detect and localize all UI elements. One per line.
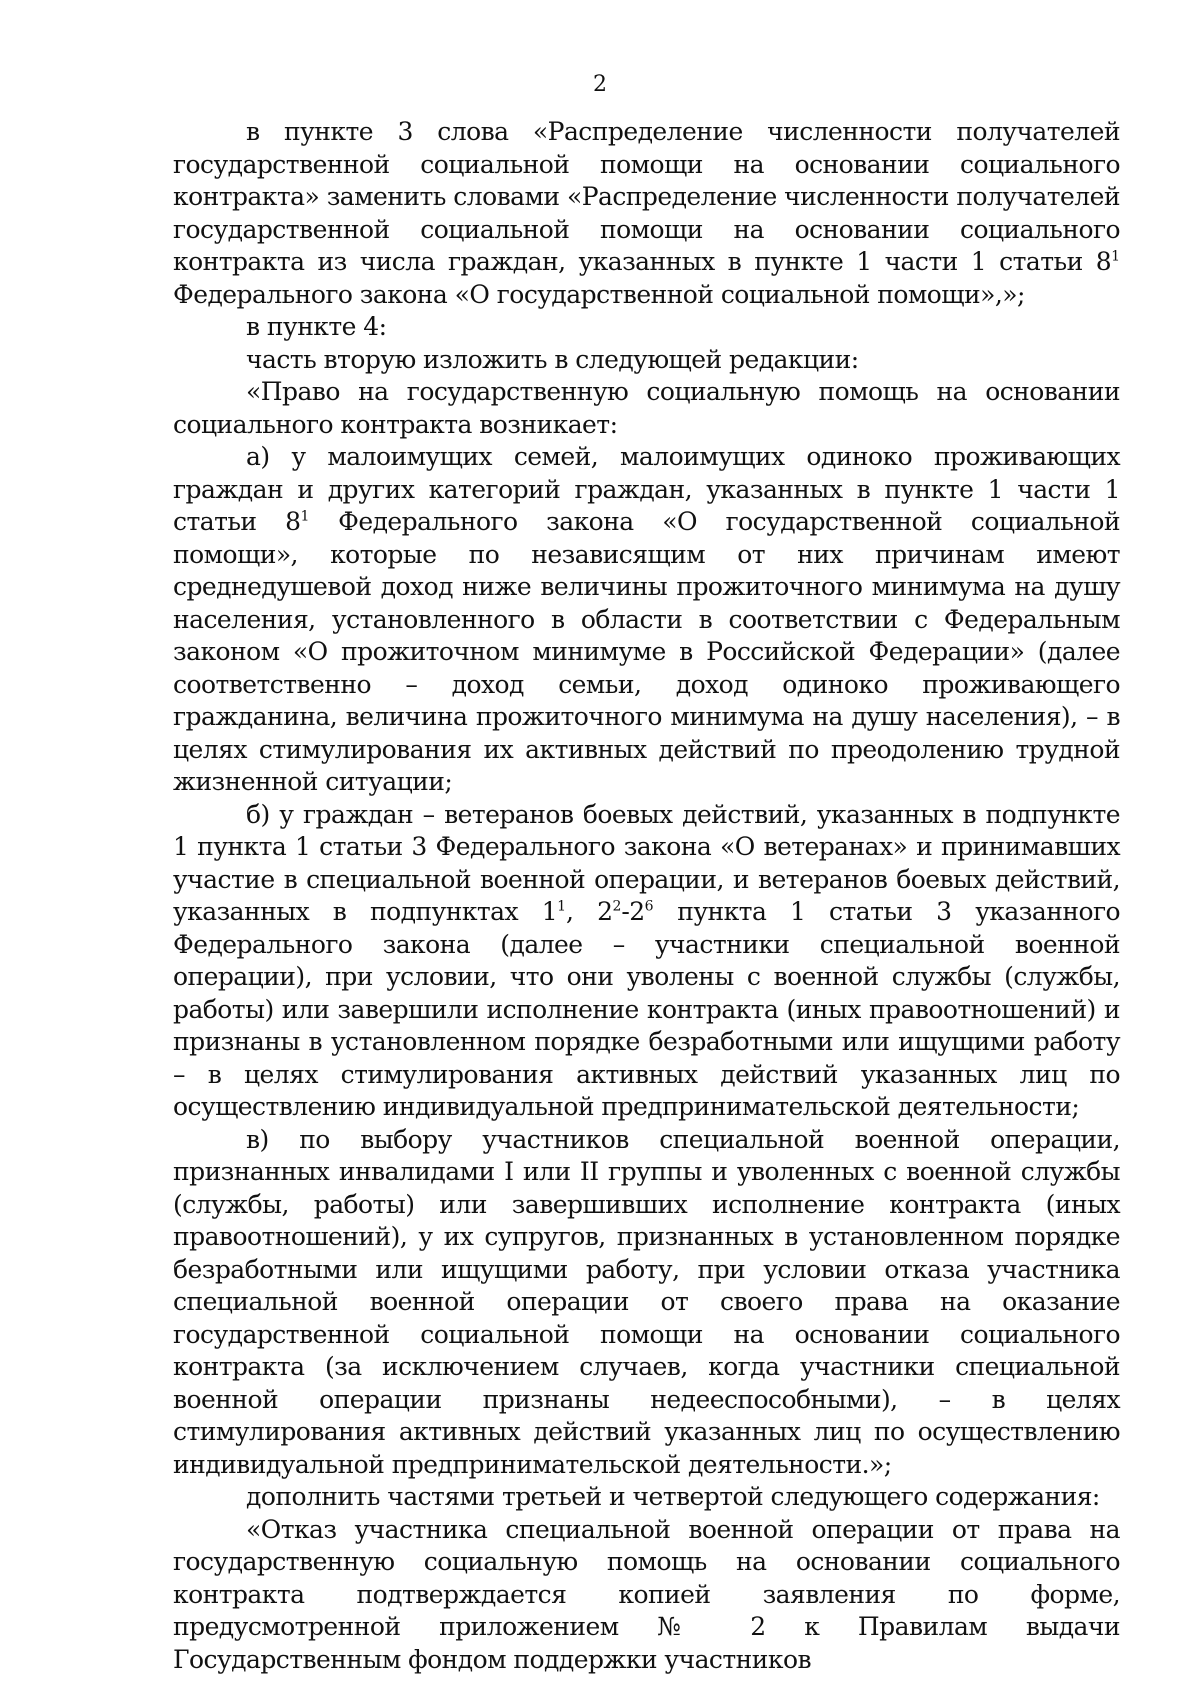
paragraph-text: -2 (621, 897, 645, 926)
page-number: 2 (593, 72, 607, 97)
superscript: 1 (300, 508, 310, 525)
superscript: 1 (1111, 248, 1120, 265)
paragraph-text: в пункте 3 слова «Распределение численности получателей государственной социальной помощи на основании социального контракта» заменить словами «Распределение численности получателей государственной социальной помощи на основании социального контракта из числа граждан, указанных в пункте 1 части 1 статьи 8 (173, 117, 1120, 276)
paragraph-text: , 2 (566, 897, 613, 926)
paragraph-text: пункта 1 статьи 3 указанного Федерального закона (далее – участники специальной военной операции), при условии, что они уволены с военной службы (службы, работы) или завершили исполнение контракта (иных правоотношений) и признаны в установленном порядке безработными или ищущими работу – в целях стимулирования активных действий указанных лиц по осуществлению индивидуальной предпринимательской деятельности; (173, 897, 1120, 1121)
paragraph-text: Федерального закона «О государственной социальной помощи»,»; (173, 279, 1025, 309)
paragraph-point-3 (173, 116, 1120, 311)
superscript: 6 (644, 898, 654, 915)
paragraph-text: а) у малоимущих семей, малоимущих одиноко проживающих граждан и других категорий граждан, указанных в пункте 1 части 1 статьи 8 (173, 442, 1120, 536)
paragraph-text: б) у граждан – ветеранов боевых действий, указанных в подпункте 1 пункта 1 статьи 3 Федерального закона «О ветеранах» и принимавших участие в специальной военной операции, и ветеранов боевых действий, указанных в подпунктах 1 (173, 799, 1120, 926)
paragraph-refusal: «Отказ участника специальной военной операции от права на государственную социальную помощь на основании социального контракта подтверждается копией заявления по форме, предусмотренной приложением № 2 к Правилам выдачи Государственным фондом поддержки участников (173, 1514, 1120, 1674)
paragraph-point-4: в пункте 4: (246, 312, 387, 341)
paragraph-item-b (173, 799, 1120, 1124)
paragraph-item-a (173, 441, 1120, 799)
superscript: 1 (557, 898, 567, 915)
document-body (173, 116, 1120, 1676)
paragraph-right-intro: «Право на государственную социальную помощь на основании социального контракта возникает: (173, 377, 1120, 439)
paragraph-supplement: дополнить частями третьей и четвертой следующего содержания: (246, 1482, 1100, 1511)
superscript: 2 (612, 898, 622, 915)
paragraph-part-two: часть вторую изложить в следующей редакции: (246, 344, 859, 374)
paragraph-text: Федерального закона «О государственной социальной помощи», которые по независящим от них причинам имеют среднедушевой доход ниже величины прожиточного минимума на душу населения, установленного в области в соответствии с Федеральным законом «О прожиточном минимуме в Российской Федерации» (далее соответственно – доход семьи, доход одиноко проживающего гражданина, величина прожиточного минимума на душу населения), – в целях стимулирования их активных действий по преодолению трудной жизненной ситуации; (173, 507, 1120, 796)
paragraph-item-v: в) по выбору участников специальной военной операции, признанных инвалидами I или II группы и уволенных с военной службы (службы, работы) или завершивших исполнение контракта (иных правоотношений), у их супругов, признанных в установленном порядке безработными или ищущими работу, при условии отказа участника специальной военной операции от своего права на оказание государственной социальной помощи на основании социального контракта (за исключением случаев, когда участники специальной военной операции признаны недееспособными), – в целях стимулирования активных действий указанных лиц по осуществлению индивидуальной предпринимательской деятельности.»; (173, 1124, 1120, 1479)
